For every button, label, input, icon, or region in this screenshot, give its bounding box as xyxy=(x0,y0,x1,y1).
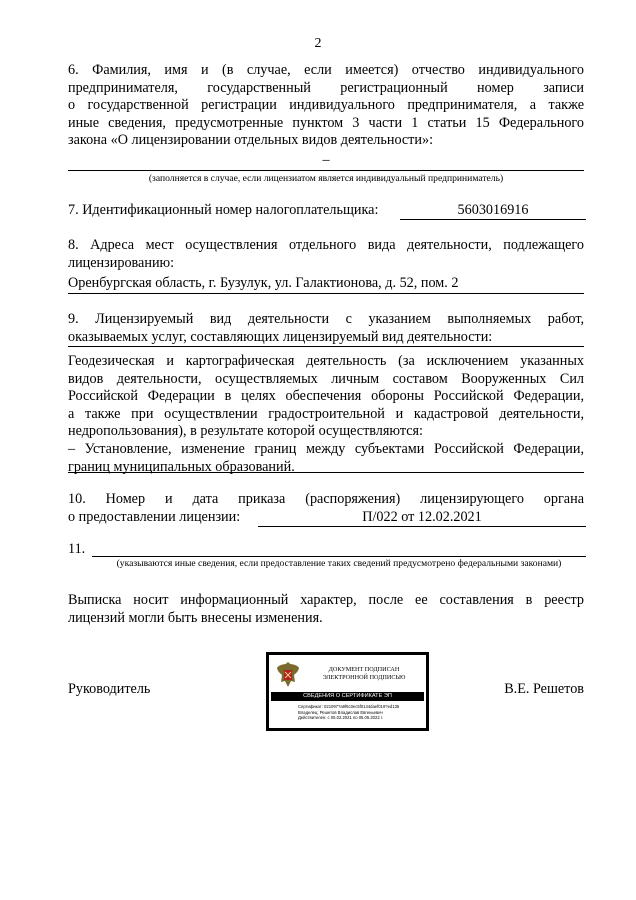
stamp-detail-line: Владелец: Решетов Владислав Евгеньевич xyxy=(298,709,383,715)
notice-line: Выписка носит информационный характер, после ее составления в реестр xyxy=(68,592,584,608)
section-10-value: П/022 от 12.02.2021 xyxy=(362,509,482,525)
section-9-value xyxy=(68,353,584,476)
section-10-rule xyxy=(258,526,586,527)
section-9-value-line: – Установление, изменение границ между субъектами Российской Федерации, xyxy=(68,440,584,457)
signature-name: В.Е. Решетов xyxy=(504,681,584,697)
section-6-line: закона «О лицензировании отдельных видов деятельности»: xyxy=(68,132,434,149)
section-9-bottom-rule xyxy=(68,472,584,473)
section-10-line: 10. Номер и дата приказа (распоряжения) лицензирующего органа xyxy=(68,491,584,507)
section-6-line: 6. Фамилия, имя и (в случае, если имеется) отчество индивидуального xyxy=(68,62,584,78)
section-11-caption: (указываются иные сведения, если предоставление таких сведений предусмотрено федеральными законами) xyxy=(116,558,562,569)
stamp-heading xyxy=(303,666,425,681)
section-8-rule xyxy=(68,293,584,294)
section-6-rule xyxy=(68,170,584,171)
section-11-rule xyxy=(92,556,586,557)
notice-line: лицензий могли быть внесены изменения. xyxy=(68,609,323,626)
section-6-line: о государственной регистрации индивидуального предпринимателя, а также xyxy=(68,97,584,114)
section-9-value-line: видов деятельности, осуществляемых личным составом Вооруженных Сил xyxy=(68,370,584,387)
section-10-heading xyxy=(68,491,584,509)
section-10-label: о предоставлении лицензии: xyxy=(68,509,241,525)
section-6-value: – xyxy=(322,152,330,168)
section-8-line: 8. Адреса мест осуществления отдельного вида деятельности, подлежащего xyxy=(68,237,584,253)
section-6-heading xyxy=(68,62,584,150)
section-9-line: оказываемых услуг, составляющих лицензируемый вид деятельности: xyxy=(68,328,493,345)
stamp-heading-line: ЭЛЕКТРОННОЙ ПОДПИСЬЮ xyxy=(322,673,406,681)
section-9-value-line: Геодезическая и картографическая деятельность (за исключением указанных xyxy=(68,353,584,369)
section-9-value-line: недропользования), в результате которой осуществляются: xyxy=(68,423,423,440)
section-8-heading xyxy=(68,237,584,272)
section-7-value: 5603016916 xyxy=(457,202,529,218)
electronic-signature-stamp xyxy=(266,652,429,731)
coat-of-arms-icon xyxy=(275,660,301,690)
page-number: 2 xyxy=(314,36,322,51)
section-9-value-line: Российской Федерации в целях обеспечения обороны Российской Федерации, xyxy=(68,388,584,405)
section-9-line: 9. Лицензируемый вид деятельности с указанием выполняемых работ, xyxy=(68,311,584,327)
section-6-caption: (заполняется в случае, если лицензиатом является индивидуальный предприниматель) xyxy=(148,173,504,184)
section-7-label: 7. Идентификационный номер налогоплательщика: xyxy=(68,202,379,218)
section-9-value-line: а также при осуществлении градостроительной и кадастровой деятельности, xyxy=(68,405,584,422)
section-8-line: лицензированию: xyxy=(68,254,175,271)
notice-text xyxy=(68,592,584,627)
stamp-certificate-bar: СВЕДЕНИЯ О СЕРТИФИКАТЕ ЭП xyxy=(271,692,424,701)
section-9-top-rule xyxy=(68,346,584,347)
stamp-detail-line: Сертификат: 021097?a9f6c0ec5f0144daef019?ed135 xyxy=(298,704,400,709)
section-11-number: 11. xyxy=(68,541,86,557)
section-6-line: предпринимателя, государственный регистрационный номер записи xyxy=(68,79,584,96)
stamp-detail-line: Действителен: с 05.02.2021 по 05.05.2022 г. xyxy=(298,715,383,721)
section-9-heading xyxy=(68,311,584,346)
section-6-line: иные сведения, предусмотренные пунктом 3 части 1 статьи 15 Федерального xyxy=(68,114,584,131)
stamp-certificate-details xyxy=(298,704,426,721)
section-7-rule xyxy=(400,219,586,220)
signature-role: Руководитель xyxy=(68,681,151,697)
section-9-value-line: границ муниципальных образований. xyxy=(68,458,295,475)
section-8-value: Оренбургская область, г. Бузулук, ул. Галактионова, д. 52, пом. 2 xyxy=(68,275,459,291)
stamp-heading-line: ДОКУМЕНТ ПОДПИСАН xyxy=(328,666,400,673)
